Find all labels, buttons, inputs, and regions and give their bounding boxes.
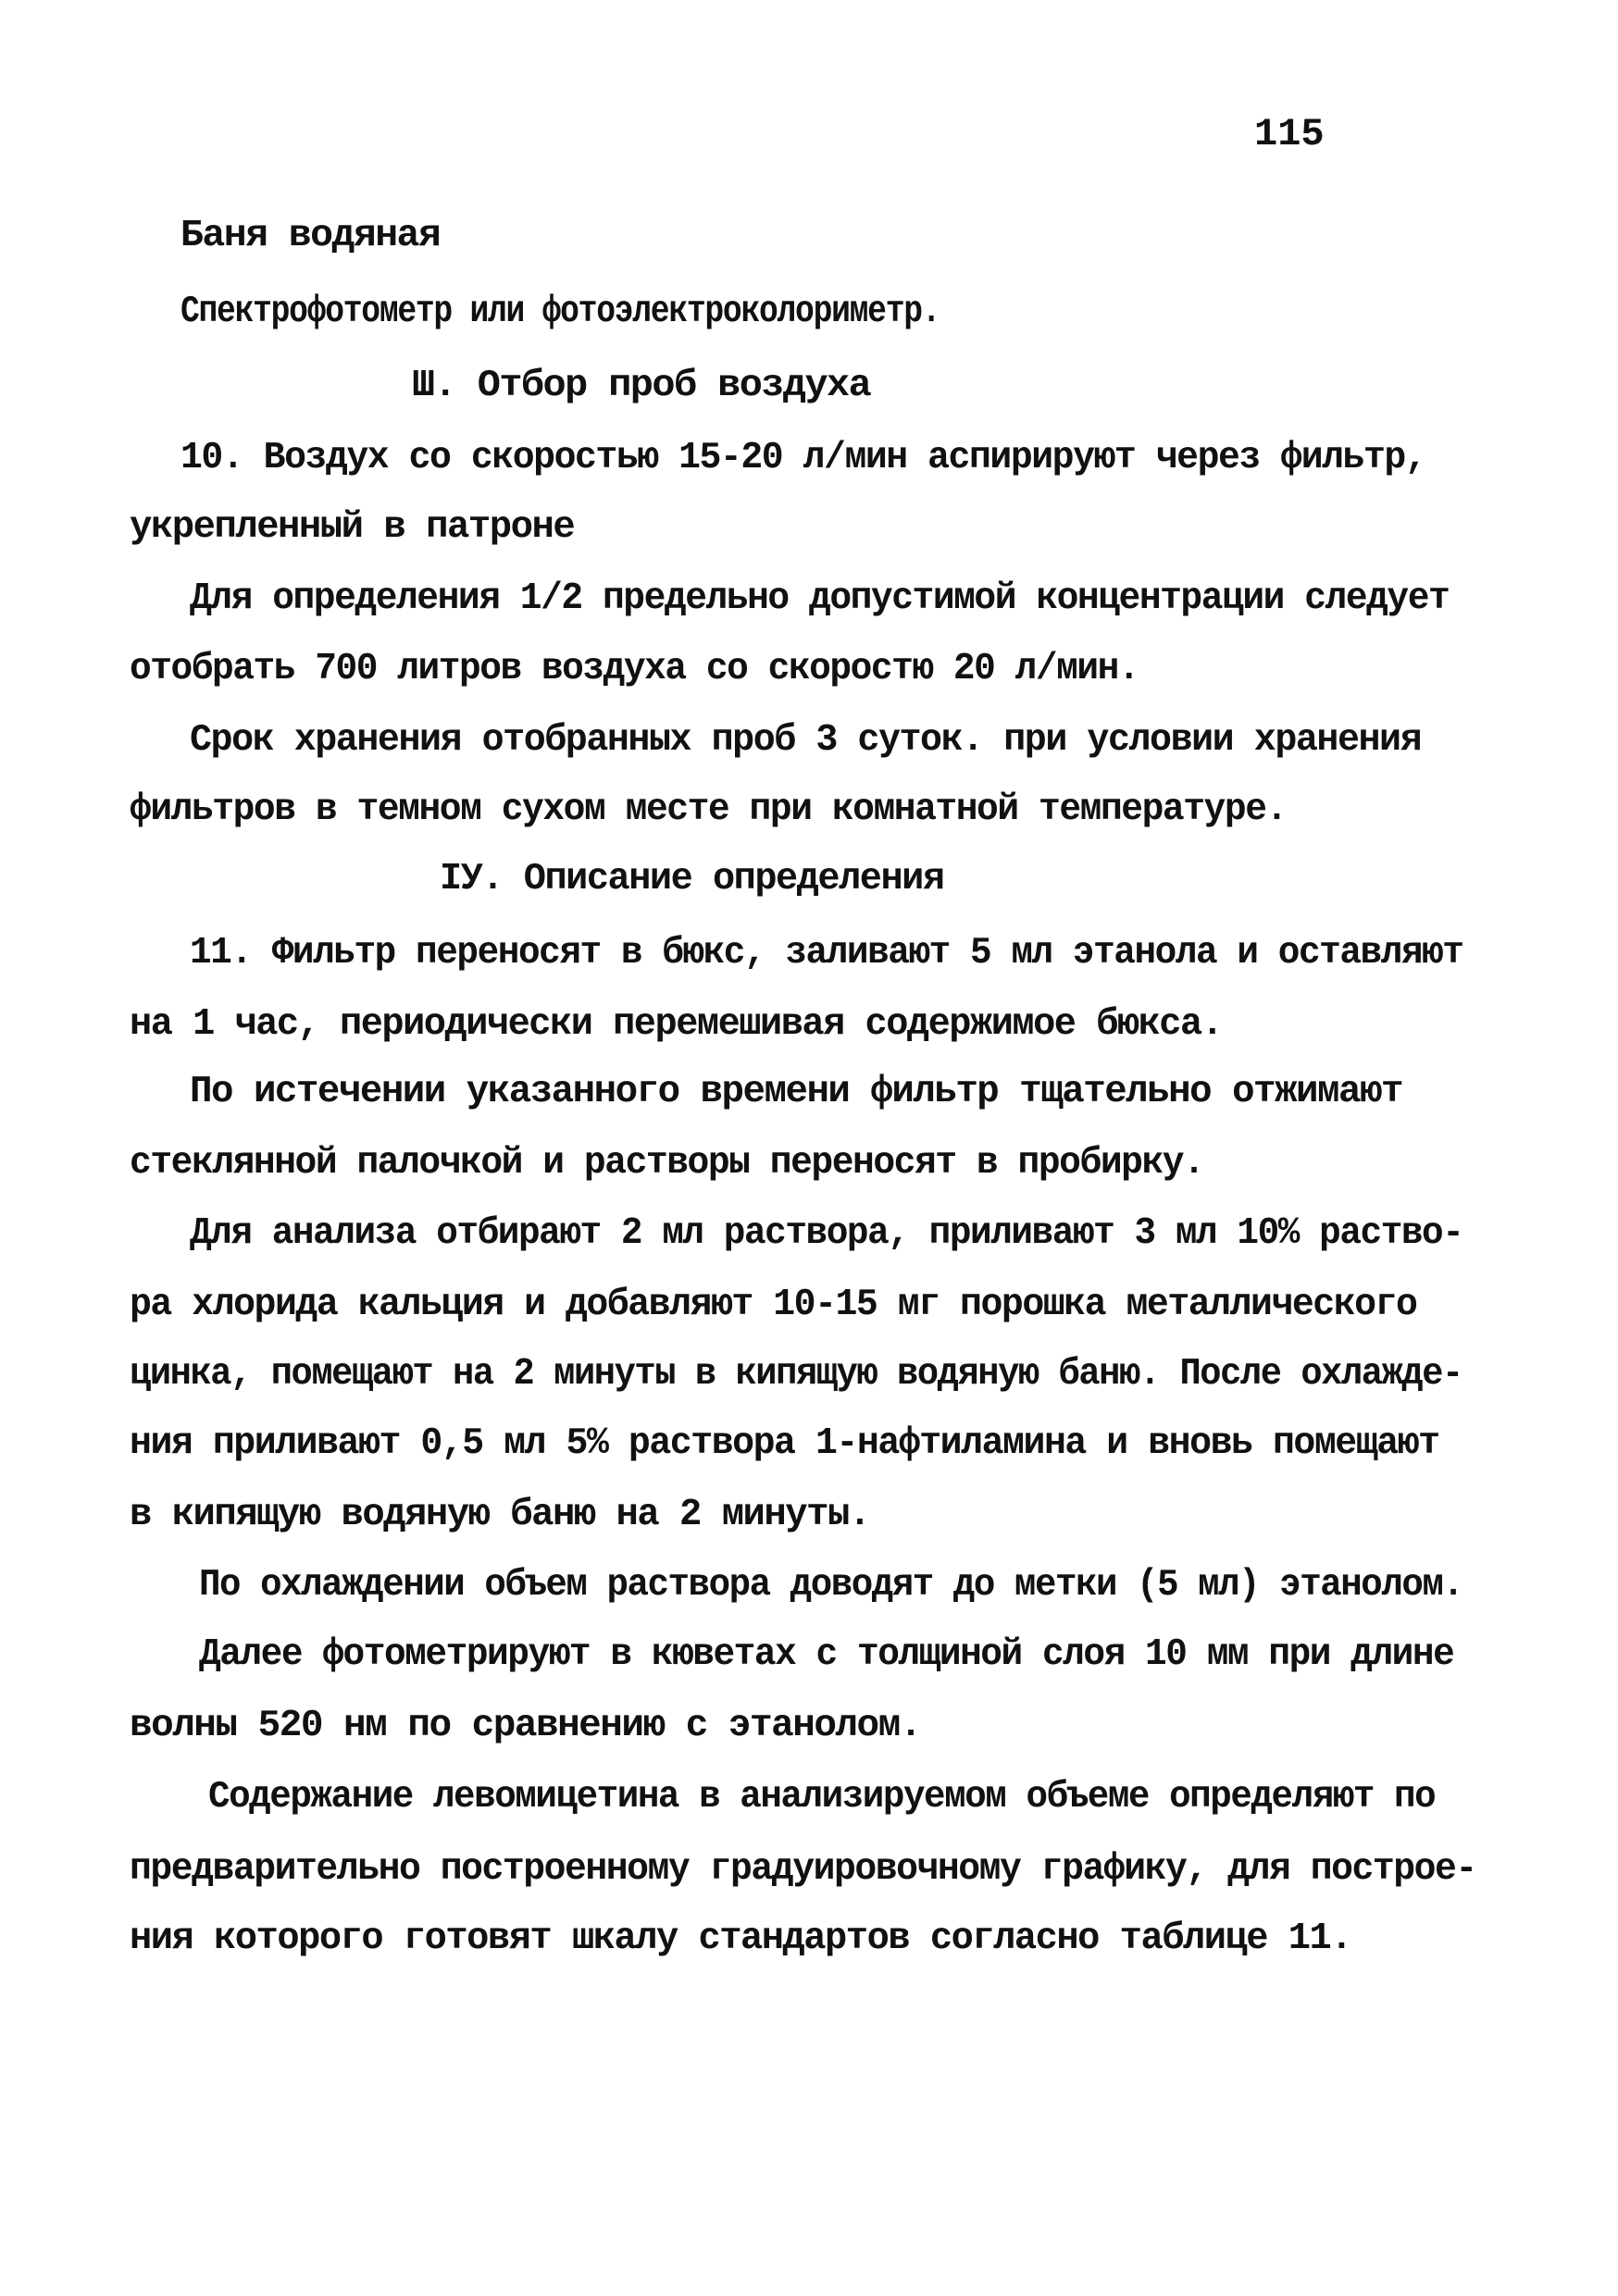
paragraph-line: Срок хранения отобранных проб 3 суток. при условии хранения	[190, 719, 1422, 762]
equipment-item-spectrophotometer: Спектрофотометр или фотоэлектроколориметр.	[180, 291, 940, 333]
page-number: 115	[1254, 112, 1325, 156]
paragraph-line: стеклянной палочкой и растворы переносят в пробирку.	[130, 1142, 1204, 1185]
equipment-item-water-bath: Баня водяная	[180, 215, 441, 257]
paragraph-line: Для определения 1/2 предельно допустимой концентрации следует	[190, 577, 1450, 620]
paragraph-line: Далее фотометрируют в кюветах с толщиной слоя 10 мм при длине	[199, 1633, 1454, 1676]
paragraph-line: фильтров в темном сухом месте при комнатной температуре.	[130, 788, 1287, 831]
paragraph-line: предварительно построенному градуировочному графику, для построе-	[130, 1848, 1476, 1891]
paragraph-line: волны 520 нм по сравнению с этанолом.	[130, 1705, 921, 1747]
paragraph-line: ния которого готовят шкалу стандартов согласно таблице 11.	[130, 1917, 1352, 1960]
paragraph-line: По истечении указанного времени фильтр тщательно отжимают	[190, 1071, 1402, 1113]
paragraph-line: ра хлорида кальция и добавляют 10-15 мг порошка металлического	[130, 1284, 1417, 1326]
paragraph-line: в кипящую водяную баню на 2 минуты.	[130, 1494, 870, 1536]
paragraph-line: ния приливают 0,5 мл 5% раствора 1-нафтиламина и вновь помещают	[130, 1422, 1439, 1465]
paragraph-line: 11. Фильтр переносят в бюкс, заливают 5 мл этанола и оставляют	[190, 932, 1463, 974]
paragraph-line: По охлаждении объем раствора доводят до метки (5 мл) этанолом.	[199, 1564, 1463, 1607]
section-heading-air-sampling: Ш. Отбор проб воздуха	[412, 365, 871, 407]
section-heading-determination: IУ. Описание определения	[440, 858, 944, 900]
paragraph-line: Содержание левомицетина в анализируемом объеме определяют по	[208, 1776, 1436, 1818]
paragraph-line: 10. Воздух со скоростью 15-20 л/мин аспирируют через фильтр,	[180, 437, 1426, 479]
paragraph-line: отобрать 700 литров воздуха со скоростю 20 л/мин.	[130, 648, 1139, 690]
paragraph-line: на 1 час, периодически перемешивая содержимое бюкса.	[130, 1003, 1223, 1046]
paragraph-line: укрепленный в патроне	[130, 506, 575, 549]
paragraph-line: Для анализа отбирают 2 мл раствора, приливают 3 мл 10% раство-	[190, 1212, 1463, 1255]
paragraph-line: цинка, помещают на 2 минуты в кипящую водяную баню. После охлажде-	[130, 1353, 1462, 1396]
